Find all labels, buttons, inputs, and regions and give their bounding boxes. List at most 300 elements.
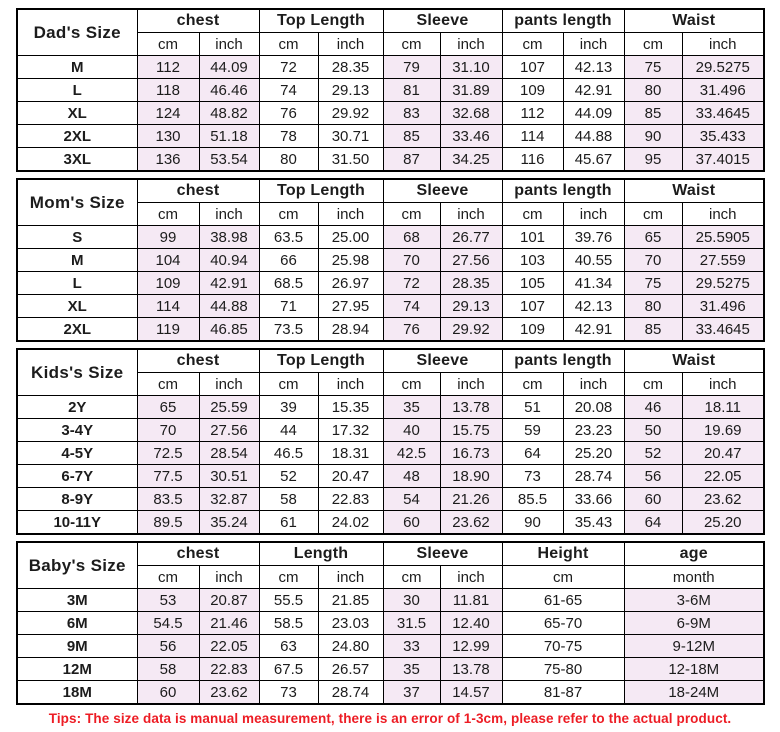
value-cell: 18.90	[440, 465, 502, 488]
column-header: chest	[137, 542, 259, 566]
value-cell: 46.5	[259, 442, 318, 465]
value-cell: 68.5	[259, 272, 318, 295]
value-cell: 72.5	[137, 442, 199, 465]
value-cell: 104	[137, 249, 199, 272]
value-cell: 9-12M	[624, 635, 764, 658]
table-row	[17, 272, 764, 295]
unit-header: cm	[383, 373, 440, 396]
unit-header: inch	[318, 203, 383, 226]
value-cell: 44.09	[563, 102, 624, 125]
value-cell: 24.80	[318, 635, 383, 658]
value-cell: 34.25	[440, 148, 502, 172]
column-header: Sleeve	[383, 542, 502, 566]
column-header: Height	[502, 542, 624, 566]
unit-header: inch	[318, 373, 383, 396]
value-cell: 12-18M	[624, 658, 764, 681]
value-cell: 29.92	[318, 102, 383, 125]
value-cell: 107	[502, 56, 563, 79]
value-cell: 73	[259, 681, 318, 705]
table-row	[17, 612, 764, 635]
value-cell: 67.5	[259, 658, 318, 681]
unit-header: inch	[563, 373, 624, 396]
unit-header: cm	[137, 566, 199, 589]
value-cell: 75	[624, 272, 682, 295]
value-cell: 39.76	[563, 226, 624, 249]
unit-header: cm	[259, 373, 318, 396]
value-cell: 31.50	[318, 148, 383, 172]
column-header: Waist	[624, 179, 764, 203]
value-cell: 118	[137, 79, 199, 102]
column-header: Sleeve	[383, 349, 502, 373]
unit-header: cm	[502, 203, 563, 226]
value-cell: 19.69	[682, 419, 764, 442]
column-header: pants length	[502, 9, 624, 33]
table-row	[17, 589, 764, 612]
value-cell: 18.31	[318, 442, 383, 465]
value-cell: 27.559	[682, 249, 764, 272]
value-cell: 124	[137, 102, 199, 125]
size-label: M	[17, 249, 137, 272]
table-row	[17, 148, 764, 172]
value-cell: 46	[624, 396, 682, 419]
unit-header: cm	[624, 33, 682, 56]
value-cell: 80	[259, 148, 318, 172]
unit-header: cm	[502, 33, 563, 56]
value-cell: 61-65	[502, 589, 624, 612]
size-chart-sections	[16, 8, 780, 705]
value-cell: 29.5275	[682, 272, 764, 295]
value-cell: 90	[624, 125, 682, 148]
size-label: 9M	[17, 635, 137, 658]
value-cell: 27.56	[199, 419, 259, 442]
value-cell: 26.97	[318, 272, 383, 295]
value-cell: 37.4015	[682, 148, 764, 172]
column-header: Sleeve	[383, 179, 502, 203]
size-label: XL	[17, 102, 137, 125]
table-row	[17, 102, 764, 125]
value-cell: 42.91	[563, 79, 624, 102]
value-cell: 42.91	[563, 318, 624, 342]
value-cell: 75-80	[502, 658, 624, 681]
column-header: age	[624, 542, 764, 566]
value-cell: 53.54	[199, 148, 259, 172]
value-cell: 33.66	[563, 488, 624, 511]
value-cell: 65-70	[502, 612, 624, 635]
value-cell: 59	[502, 419, 563, 442]
unit-header: inch	[682, 203, 764, 226]
value-cell: 99	[137, 226, 199, 249]
value-cell: 64	[502, 442, 563, 465]
size-label: 2XL	[17, 318, 137, 342]
value-cell: 73.5	[259, 318, 318, 342]
size-label: L	[17, 79, 137, 102]
value-cell: 33.46	[440, 125, 502, 148]
table-row	[17, 511, 764, 535]
value-cell: 105	[502, 272, 563, 295]
value-cell: 56	[137, 635, 199, 658]
value-cell: 56	[624, 465, 682, 488]
value-cell: 3-6M	[624, 589, 764, 612]
value-cell: 33.4645	[682, 102, 764, 125]
size-table-mom	[16, 178, 765, 342]
value-cell: 75	[624, 56, 682, 79]
unit-header: cm	[624, 203, 682, 226]
column-header: pants length	[502, 349, 624, 373]
value-cell: 6-9M	[624, 612, 764, 635]
value-cell: 31.10	[440, 56, 502, 79]
value-cell: 40	[383, 419, 440, 442]
column-header: Length	[259, 542, 383, 566]
unit-header: inch	[199, 373, 259, 396]
value-cell: 61	[259, 511, 318, 535]
table-row	[17, 396, 764, 419]
value-cell: 83	[383, 102, 440, 125]
value-cell: 35.433	[682, 125, 764, 148]
value-cell: 27.56	[440, 249, 502, 272]
value-cell: 44.88	[563, 125, 624, 148]
value-cell: 31.89	[440, 79, 502, 102]
value-cell: 80	[624, 295, 682, 318]
column-header: Sleeve	[383, 9, 502, 33]
value-cell: 50	[624, 419, 682, 442]
size-label: XL	[17, 295, 137, 318]
value-cell: 45.67	[563, 148, 624, 172]
size-label: 8-9Y	[17, 488, 137, 511]
value-cell: 22.05	[199, 635, 259, 658]
value-cell: 60	[383, 511, 440, 535]
value-cell: 54.5	[137, 612, 199, 635]
value-cell: 22.83	[318, 488, 383, 511]
column-header: chest	[137, 9, 259, 33]
table-row	[17, 249, 764, 272]
value-cell: 15.75	[440, 419, 502, 442]
value-cell: 20.47	[318, 465, 383, 488]
column-header: Waist	[624, 349, 764, 373]
column-header: Top Length	[259, 9, 383, 33]
value-cell: 60	[137, 681, 199, 705]
table-row	[17, 419, 764, 442]
value-cell: 18.11	[682, 396, 764, 419]
value-cell: 29.13	[440, 295, 502, 318]
value-cell: 32.87	[199, 488, 259, 511]
value-cell: 112	[137, 56, 199, 79]
value-cell: 42.5	[383, 442, 440, 465]
unit-header: inch	[440, 203, 502, 226]
value-cell: 35.43	[563, 511, 624, 535]
value-cell: 13.78	[440, 396, 502, 419]
value-cell: 51	[502, 396, 563, 419]
value-cell: 23.62	[199, 681, 259, 705]
value-cell: 70	[624, 249, 682, 272]
value-cell: 136	[137, 148, 199, 172]
unit-header: cm	[383, 566, 440, 589]
value-cell: 114	[502, 125, 563, 148]
table-row	[17, 318, 764, 342]
unit-header: cm	[259, 203, 318, 226]
value-cell: 26.77	[440, 226, 502, 249]
value-cell: 40.94	[199, 249, 259, 272]
unit-header: inch	[199, 33, 259, 56]
value-cell: 48.82	[199, 102, 259, 125]
value-cell: 16.73	[440, 442, 502, 465]
value-cell: 21.26	[440, 488, 502, 511]
value-cell: 68	[383, 226, 440, 249]
value-cell: 81-87	[502, 681, 624, 705]
size-label: 18M	[17, 681, 137, 705]
unit-header: cm	[137, 33, 199, 56]
value-cell: 23.62	[440, 511, 502, 535]
value-cell: 30.71	[318, 125, 383, 148]
size-label: 6-7Y	[17, 465, 137, 488]
value-cell: 65	[137, 396, 199, 419]
value-cell: 31.5	[383, 612, 440, 635]
value-cell: 28.35	[318, 56, 383, 79]
column-header: Top Length	[259, 349, 383, 373]
unit-header: month	[624, 566, 764, 589]
value-cell: 70-75	[502, 635, 624, 658]
value-cell: 46.46	[199, 79, 259, 102]
table-row	[17, 79, 764, 102]
unit-header: cm	[502, 373, 563, 396]
value-cell: 22.83	[199, 658, 259, 681]
value-cell: 74	[383, 295, 440, 318]
value-cell: 28.74	[563, 465, 624, 488]
value-cell: 18-24M	[624, 681, 764, 705]
value-cell: 25.98	[318, 249, 383, 272]
value-cell: 72	[383, 272, 440, 295]
table-row	[17, 295, 764, 318]
value-cell: 58.5	[259, 612, 318, 635]
column-header: Top Length	[259, 179, 383, 203]
value-cell: 42.13	[563, 295, 624, 318]
value-cell: 28.74	[318, 681, 383, 705]
value-cell: 89.5	[137, 511, 199, 535]
column-header: Waist	[624, 9, 764, 33]
column-header: chest	[137, 179, 259, 203]
value-cell: 29.92	[440, 318, 502, 342]
size-label: 6M	[17, 612, 137, 635]
value-cell: 42.91	[199, 272, 259, 295]
value-cell: 29.13	[318, 79, 383, 102]
value-cell: 52	[259, 465, 318, 488]
value-cell: 70	[137, 419, 199, 442]
table-row	[17, 635, 764, 658]
unit-header: inch	[440, 566, 502, 589]
value-cell: 77.5	[137, 465, 199, 488]
value-cell: 20.47	[682, 442, 764, 465]
value-cell: 27.95	[318, 295, 383, 318]
value-cell: 44.88	[199, 295, 259, 318]
value-cell: 41.34	[563, 272, 624, 295]
value-cell: 70	[383, 249, 440, 272]
section-title: Dad's Size	[17, 9, 137, 56]
value-cell: 30	[383, 589, 440, 612]
unit-header: cm	[383, 203, 440, 226]
value-cell: 119	[137, 318, 199, 342]
value-cell: 78	[259, 125, 318, 148]
value-cell: 25.59	[199, 396, 259, 419]
size-table-kids	[16, 348, 765, 535]
value-cell: 71	[259, 295, 318, 318]
value-cell: 85	[624, 318, 682, 342]
section-title: Kids's Size	[17, 349, 137, 396]
unit-header: cm	[502, 566, 624, 589]
value-cell: 85	[383, 125, 440, 148]
value-cell: 40.55	[563, 249, 624, 272]
value-cell: 103	[502, 249, 563, 272]
value-cell: 90	[502, 511, 563, 535]
table-row	[17, 658, 764, 681]
value-cell: 63	[259, 635, 318, 658]
value-cell: 25.5905	[682, 226, 764, 249]
value-cell: 95	[624, 148, 682, 172]
value-cell: 23.23	[563, 419, 624, 442]
value-cell: 25.20	[563, 442, 624, 465]
value-cell: 44.09	[199, 56, 259, 79]
value-cell: 30.51	[199, 465, 259, 488]
unit-header: cm	[383, 33, 440, 56]
value-cell: 87	[383, 148, 440, 172]
value-cell: 76	[383, 318, 440, 342]
unit-header: cm	[137, 373, 199, 396]
value-cell: 44	[259, 419, 318, 442]
value-cell: 72	[259, 56, 318, 79]
value-cell: 28.54	[199, 442, 259, 465]
size-label: 10-11Y	[17, 511, 137, 535]
value-cell: 114	[137, 295, 199, 318]
unit-header: inch	[440, 373, 502, 396]
table-row	[17, 681, 764, 705]
value-cell: 12.40	[440, 612, 502, 635]
value-cell: 58	[259, 488, 318, 511]
value-cell: 35	[383, 396, 440, 419]
size-table-baby	[16, 541, 765, 705]
value-cell: 20.08	[563, 396, 624, 419]
value-cell: 23.62	[682, 488, 764, 511]
value-cell: 28.94	[318, 318, 383, 342]
size-label: 3-4Y	[17, 419, 137, 442]
table-row	[17, 226, 764, 249]
value-cell: 101	[502, 226, 563, 249]
value-cell: 23.03	[318, 612, 383, 635]
value-cell: 35	[383, 658, 440, 681]
value-cell: 65	[624, 226, 682, 249]
value-cell: 35.24	[199, 511, 259, 535]
value-cell: 14.57	[440, 681, 502, 705]
value-cell: 58	[137, 658, 199, 681]
value-cell: 20.87	[199, 589, 259, 612]
value-cell: 76	[259, 102, 318, 125]
value-cell: 109	[502, 318, 563, 342]
value-cell: 55.5	[259, 589, 318, 612]
size-label: 2Y	[17, 396, 137, 419]
tips-text: Tips: The size data is manual measurement, there is an error of 1-3cm, please refer to the actual product.	[48, 711, 732, 726]
unit-header: cm	[259, 33, 318, 56]
value-cell: 63.5	[259, 226, 318, 249]
value-cell: 31.496	[682, 79, 764, 102]
size-table-dad	[16, 8, 765, 172]
value-cell: 38.98	[199, 226, 259, 249]
unit-header: inch	[563, 203, 624, 226]
value-cell: 85	[624, 102, 682, 125]
size-label: S	[17, 226, 137, 249]
value-cell: 37	[383, 681, 440, 705]
value-cell: 39	[259, 396, 318, 419]
value-cell: 74	[259, 79, 318, 102]
value-cell: 17.32	[318, 419, 383, 442]
value-cell: 15.35	[318, 396, 383, 419]
value-cell: 116	[502, 148, 563, 172]
size-label: 3XL	[17, 148, 137, 172]
value-cell: 21.46	[199, 612, 259, 635]
value-cell: 11.81	[440, 589, 502, 612]
value-cell: 130	[137, 125, 199, 148]
unit-header: inch	[199, 566, 259, 589]
size-label: 3M	[17, 589, 137, 612]
unit-header: cm	[259, 566, 318, 589]
value-cell: 51.18	[199, 125, 259, 148]
value-cell: 32.68	[440, 102, 502, 125]
column-header: pants length	[502, 179, 624, 203]
table-row	[17, 56, 764, 79]
value-cell: 52	[624, 442, 682, 465]
value-cell: 54	[383, 488, 440, 511]
section-title: Mom's Size	[17, 179, 137, 226]
size-label: M	[17, 56, 137, 79]
value-cell: 21.85	[318, 589, 383, 612]
value-cell: 46.85	[199, 318, 259, 342]
value-cell: 83.5	[137, 488, 199, 511]
value-cell: 66	[259, 249, 318, 272]
size-label: 2XL	[17, 125, 137, 148]
value-cell: 107	[502, 295, 563, 318]
section-title: Baby's Size	[17, 542, 137, 589]
value-cell: 31.496	[682, 295, 764, 318]
value-cell: 25.20	[682, 511, 764, 535]
table-row	[17, 488, 764, 511]
value-cell: 26.57	[318, 658, 383, 681]
value-cell: 25.00	[318, 226, 383, 249]
unit-header: cm	[624, 373, 682, 396]
value-cell: 112	[502, 102, 563, 125]
value-cell: 109	[502, 79, 563, 102]
unit-header: inch	[199, 203, 259, 226]
value-cell: 85.5	[502, 488, 563, 511]
value-cell: 13.78	[440, 658, 502, 681]
value-cell: 22.05	[682, 465, 764, 488]
value-cell: 79	[383, 56, 440, 79]
value-cell: 60	[624, 488, 682, 511]
value-cell: 33	[383, 635, 440, 658]
value-cell: 64	[624, 511, 682, 535]
value-cell: 73	[502, 465, 563, 488]
value-cell: 42.13	[563, 56, 624, 79]
value-cell: 33.4645	[682, 318, 764, 342]
value-cell: 24.02	[318, 511, 383, 535]
value-cell: 12.99	[440, 635, 502, 658]
value-cell: 29.5275	[682, 56, 764, 79]
size-label: 4-5Y	[17, 442, 137, 465]
size-label: L	[17, 272, 137, 295]
unit-header: inch	[682, 373, 764, 396]
value-cell: 28.35	[440, 272, 502, 295]
column-header: chest	[137, 349, 259, 373]
value-cell: 109	[137, 272, 199, 295]
value-cell: 53	[137, 589, 199, 612]
table-row	[17, 125, 764, 148]
unit-header: cm	[137, 203, 199, 226]
table-row	[17, 465, 764, 488]
